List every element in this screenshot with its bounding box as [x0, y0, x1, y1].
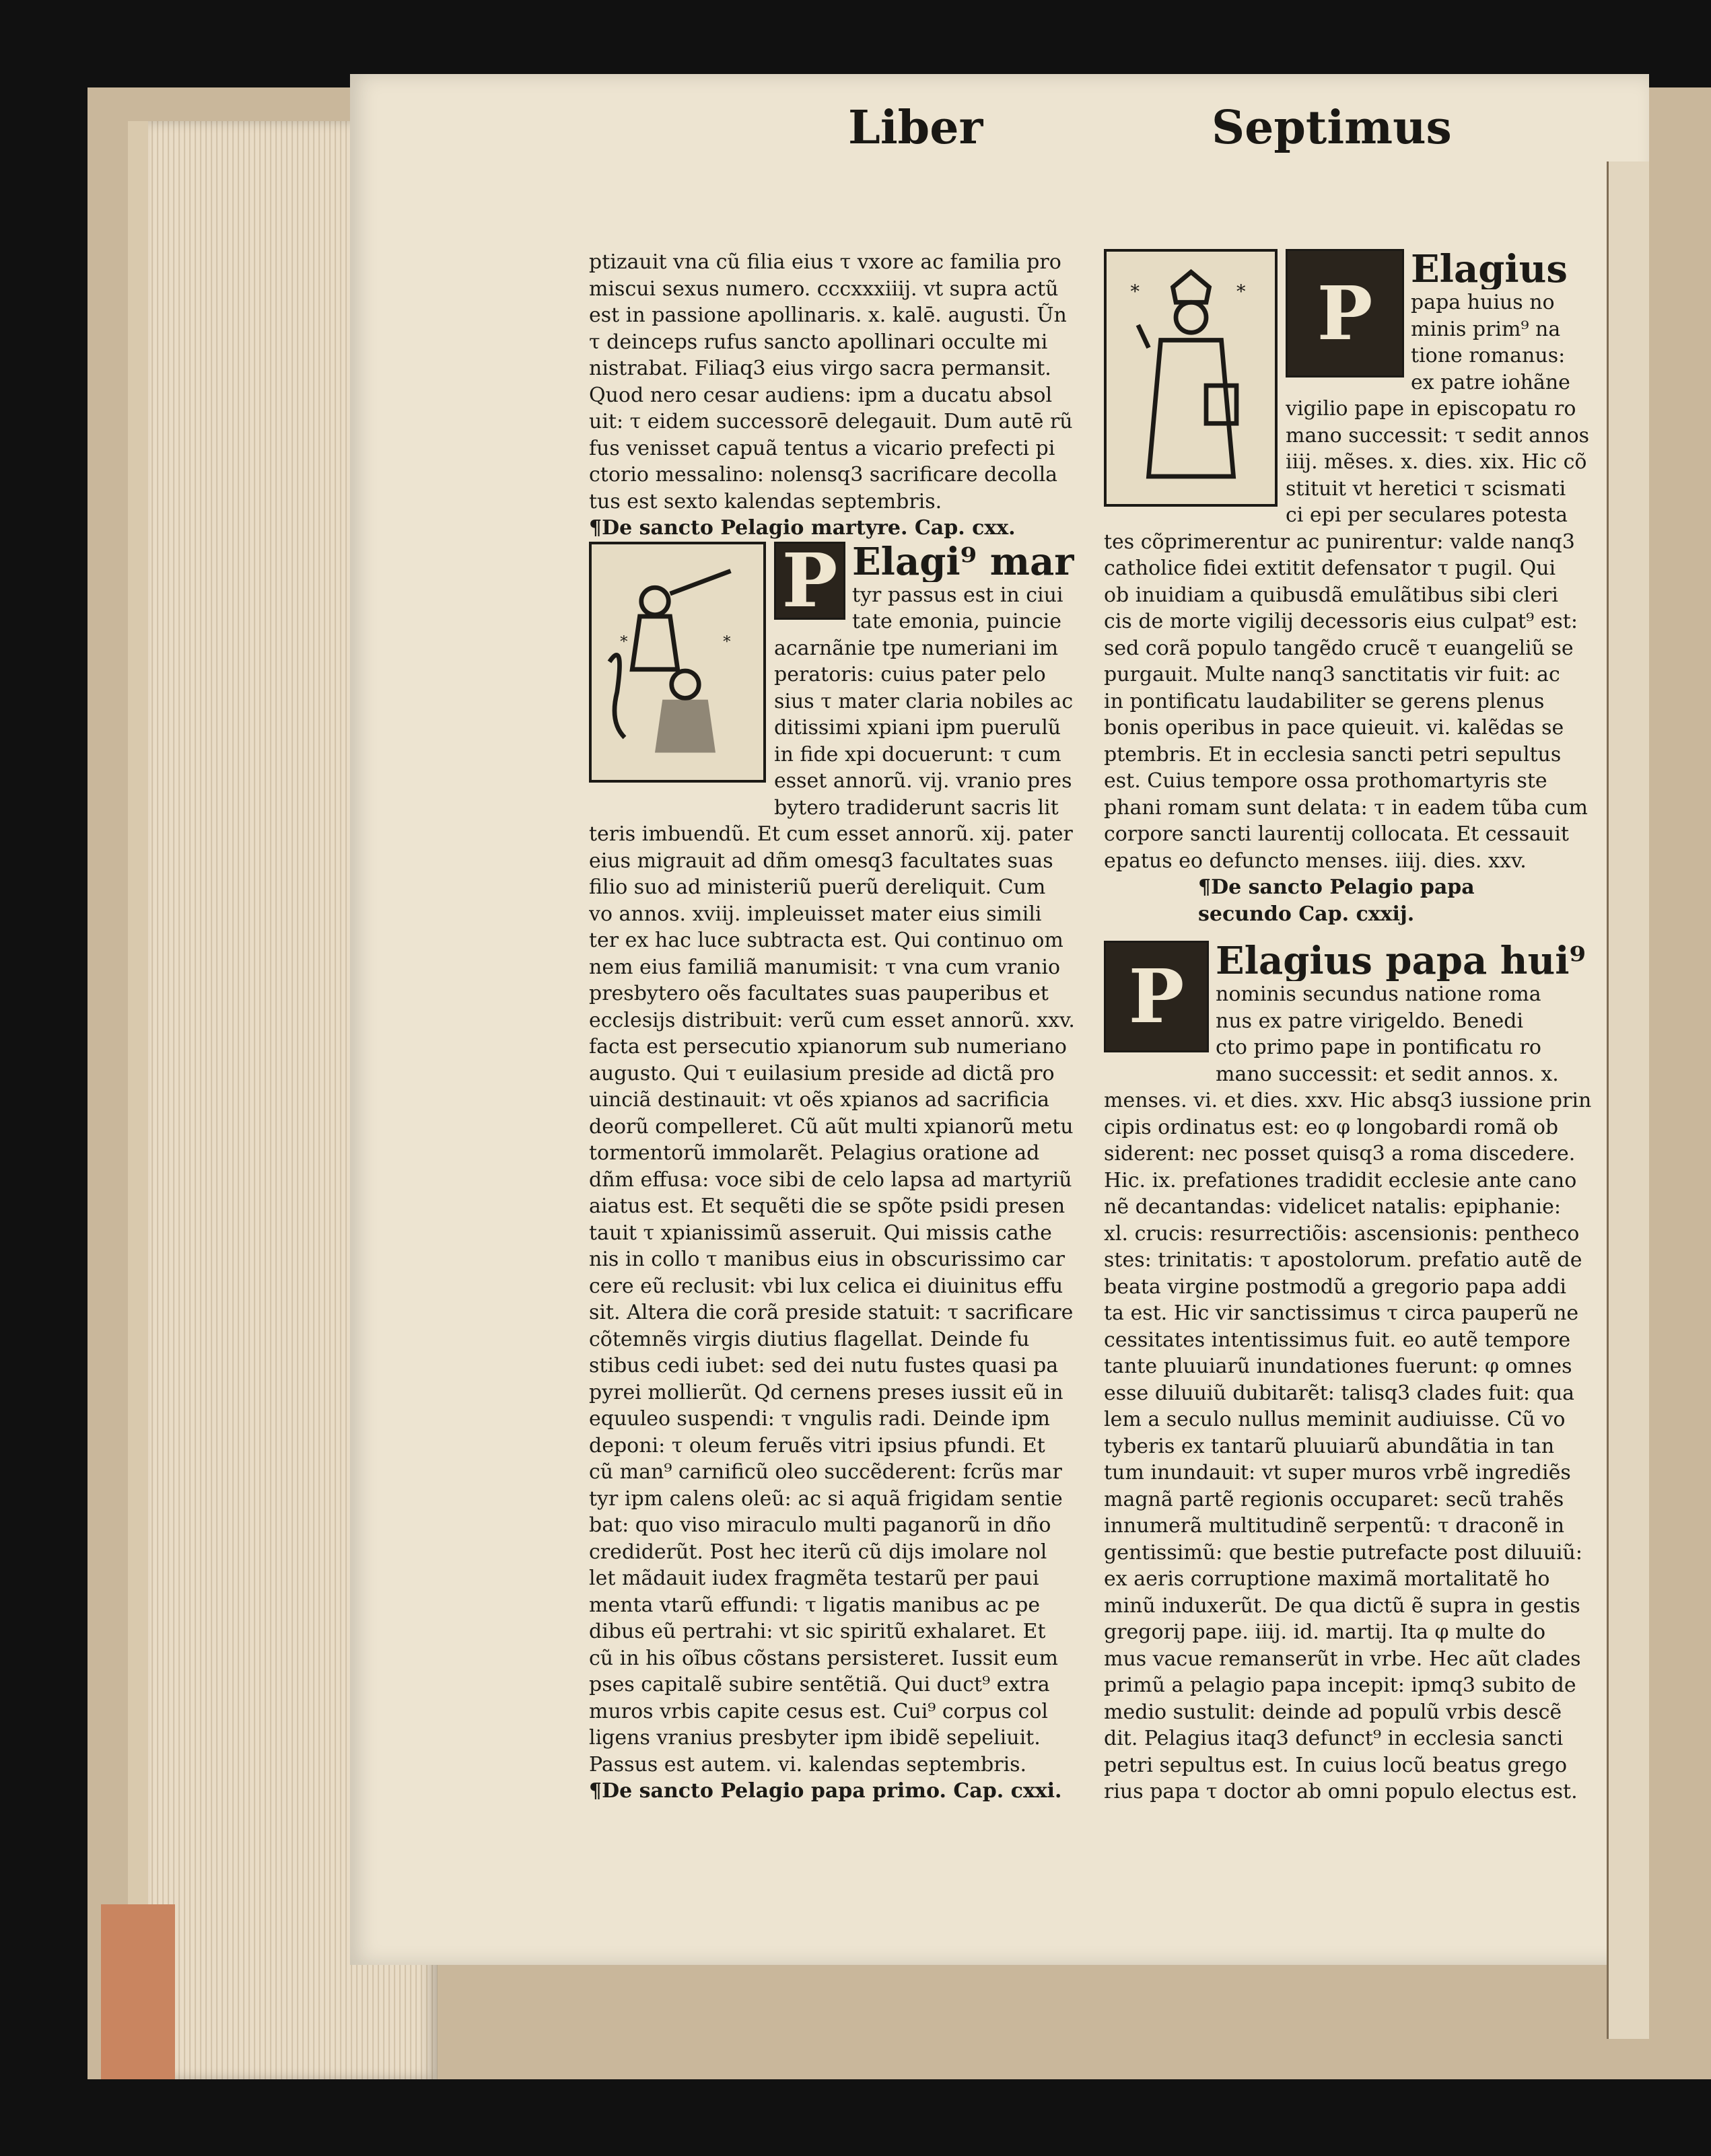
text-line: tyberis ex tantarũ pluuiarũ abundãtia in tan [1104, 1434, 1555, 1458]
lead-text [1216, 941, 1586, 1087]
text-line: nẽ decantandas: videlicet natalis: epiphanie: [1104, 1195, 1561, 1219]
text-line: gentissimũ: que bestie putrefacte post diluuiũ: [1104, 1540, 1582, 1565]
text-line: gregorij pape. iiij. id. martij. Ita φ multe do [1104, 1620, 1546, 1644]
text-line: ter ex hac luce subtracta est. Qui continuo om [589, 929, 1063, 952]
text-line: innumerã multitudinẽ serpentũ: τ draconẽ in [1104, 1514, 1565, 1538]
text-line: τ deinceps rufus sancto apollinari occulte mi [589, 330, 1048, 354]
text-line: nem eius familiã manumisit: τ vna cum vranio [589, 955, 1061, 979]
text-line: minũ induxerũt. De qua dictũ ẽ supra in gestis [1104, 1593, 1580, 1618]
pope-woodcut-image [1104, 249, 1278, 507]
text-line: filio suo ad ministeriũ puerũ dereliquit. Cum [589, 875, 1046, 899]
text-line: presbytero oẽs facultates suas pauperibus et [589, 982, 1049, 1005]
text-line: esset annorũ. vij. vranio pres [774, 769, 1072, 793]
text-line: papa huius no [1411, 291, 1555, 314]
running-head-left: Liber [848, 101, 983, 155]
text-line: minis prim⁹ na [1411, 317, 1561, 341]
text-line: tante pluuiarũ inundationes fuerunt: φ omnes [1104, 1355, 1572, 1378]
chapter-opening [1104, 941, 1636, 1087]
decorated-initial: P [1286, 249, 1404, 378]
text-line: fus venisset capuã tentus a vicario prefecti pi [589, 436, 1055, 460]
chapter-opening-text [774, 536, 1074, 822]
svg-text:*: * [1236, 281, 1245, 303]
text-line: lem a seculo nullus meminit audiuisse. Cũ vo [1104, 1408, 1566, 1431]
text-line: facta est persecutio xpianorum sub numeriano [589, 1035, 1067, 1058]
text-line: vigilio pape in episcopatu ro [1286, 397, 1576, 421]
text-line: menses. vi. et dies. xxv. Hic absq3 iussione prin [1104, 1089, 1592, 1112]
chapter-heading: secundo Cap. cxxij. [1198, 902, 1415, 926]
text-line: bonis operibus in pace quieuit. vi. kalẽdas se [1104, 716, 1564, 740]
text-line: uinciã destinauit: vt oẽs xpianos ad sacrificia [589, 1088, 1050, 1112]
lead-word: Elagi⁹ mar [852, 541, 1074, 582]
text-line: primũ a pelagio papa incepit: ipmq3 subito de [1104, 1674, 1576, 1697]
text-line: tum inundauit: vt super muros vrbẽ ingrediẽs [1104, 1461, 1571, 1484]
text-line: cis de morte vigilij decessoris eius culpat⁹ est: [1104, 610, 1578, 633]
text-line: tormentorũ immolarẽt. Pelagius oratione ad [589, 1141, 1040, 1165]
text-line: magnã partẽ regionis occuparet: secũ trahẽs [1104, 1487, 1564, 1511]
text-line: ptembris. Et in ecclesia sancti petri sepultus [1104, 742, 1562, 766]
text-line: nus ex patre virigeldo. Benedi [1216, 1009, 1524, 1033]
text-line: deorũ compelleret. Cũ aũt multi xpianorũ metu [589, 1114, 1074, 1139]
text-line: deponi: τ oleum feruẽs vitri ipsius pfundi. Et [589, 1433, 1045, 1458]
text-line: petri sepultus est. In cuius locũ beatus grego [1104, 1753, 1568, 1777]
text-line: pyrei mollierũt. Qd cernens preses iussit eũ in [589, 1380, 1063, 1404]
cover-edge [101, 1904, 175, 2079]
svg-text:*: * [620, 633, 628, 651]
text-line: ex aeris corruptione maximã mortalitatẽ ho [1104, 1567, 1550, 1591]
text-line: dit. Pelagius itaq3 defunct⁹ in ecclesia sancti [1104, 1727, 1564, 1750]
text-line: ci epi per seculares potesta [1286, 503, 1568, 527]
text-line: bytero tradiderunt sacris lit [774, 795, 1059, 820]
lead-text [1411, 249, 1570, 396]
text-line: tione romanus: [1411, 344, 1566, 367]
text-line: acarnãnie tpe numeriani im [774, 636, 1059, 660]
text-line: stibus cedi iubet: sed dei nutu fustes quasi pa [589, 1354, 1059, 1377]
text-line: ecclesijs distribuit: verũ cum esset annorũ. xxv. [589, 1008, 1075, 1032]
text-line: aiatus est. Et sequẽti die se spõte psidi presen [589, 1194, 1066, 1218]
text-line: iiij. mẽses. x. dies. xix. Hic cõ [1286, 450, 1587, 474]
text-line: tyr passus est in ciui [852, 583, 1063, 607]
chapter-body [589, 821, 1101, 1778]
text-line: ob inuidiam a quibusdã emulãtibus sibi cleri [1104, 583, 1558, 607]
text-line: equuleo suspendi: τ vngulis radi. Deinde ipm [589, 1407, 1050, 1431]
text-line: purgauit. Multe nanq3 sanctitatis vir fuit: ac [1104, 663, 1560, 686]
text-line: mano successit: τ sedit annos [1286, 423, 1590, 447]
text-line: uit: τ eidem successorē delegauit. Dum autē rũ [589, 410, 1073, 433]
svg-text:*: * [1130, 281, 1140, 303]
text-line: vo annos. xviij. impleuisset mater eius simili [589, 902, 1042, 926]
text-line: xl. crucis: resurrectiõis: ascensionis: pentheco [1104, 1221, 1580, 1246]
left-column [589, 249, 1101, 1805]
text-line: catholice fidei extitit defensator τ pugil. Qui [1104, 556, 1556, 580]
text-line: medio sustulit: deinde ad populũ vrbis descẽ [1104, 1700, 1562, 1724]
text-line: beata virgine postmodũ a gregorio papa addi [1104, 1274, 1567, 1299]
woodcut-illustration [600, 556, 755, 768]
chapter-body [1104, 529, 1636, 875]
chapter-body [1104, 1087, 1636, 1805]
text-line: cõtemnẽs virgis diutius flagellat. Deinde fu [589, 1327, 1030, 1351]
text-line: crediderũt. Post hec iterũ cũ dijs imolare nol [589, 1540, 1047, 1564]
left-top-text [589, 249, 1101, 515]
text-line: muros vrbis capite cesus est. Cui⁹ corpus col [589, 1699, 1048, 1723]
chapter-opening [1104, 249, 1636, 529]
text-line: cessitates intentissimus fuit. eo autẽ tempore [1104, 1328, 1571, 1352]
chapter-heading: ¶De sancto Pelagio martyre. Cap. cxx. [589, 516, 1016, 540]
text-line: menta vtarũ effundi: τ ligatis manibus ac pe [589, 1593, 1041, 1617]
text-line: stes: trinitatis: τ apostolorum. prefatio autẽ de [1104, 1248, 1582, 1272]
text-line: est. Cuius tempore ossa prothomartyris ste [1104, 769, 1547, 793]
lead-row [774, 536, 1074, 635]
text-line: nistrabat. Filiaq3 eius virgo sacra permansit. [589, 357, 1051, 380]
text-line: Quod nero cesar audiens: ipm a ducatu absol [589, 383, 1053, 407]
text-line: teris imbuendũ. Et cum esset annorũ. xij. pater [589, 822, 1073, 846]
text-line: cũ man⁹ carnificũ oleo succẽderent: fcrũs mar [589, 1460, 1062, 1484]
svg-text:*: * [723, 633, 731, 651]
chapter-opening-text [1286, 249, 1589, 529]
right-column [1104, 249, 1636, 1805]
text-line: nis in collo τ manibus eius in obscurissimo car [589, 1248, 1066, 1271]
chapter-opening [589, 536, 1101, 822]
text-line: cipis ordinatus est: eo φ longobardi romã ob [1104, 1115, 1559, 1139]
text-line: Passus est autem. vi. kalendas septembris. [589, 1752, 1027, 1776]
text-line: est in passione apollinaris. x. kalē. augusti. Ũn [589, 303, 1067, 327]
text-line: cere eũ reclusit: vbi lux celica ei diuinitus effu [589, 1274, 1063, 1298]
running-head-right: Septimus [1212, 101, 1452, 155]
text-line: esse diluuiũ dubitarẽt: talisq3 clades fuit: qua [1104, 1381, 1575, 1405]
lead-row [1286, 249, 1589, 396]
text-line: dñm effusa: voce sibi de celo lapsa ad martyriũ [589, 1167, 1072, 1192]
text-line: ptizauit vna cũ filia eius τ vxore ac familia pro [589, 250, 1061, 274]
text-line: in pontificatu laudabiliter se gerens plenus [1104, 689, 1545, 713]
text-line: ex patre iohãne [1411, 370, 1570, 394]
text-line: in fide xpi docuerunt: τ cum [774, 742, 1061, 766]
text-line: sit. Altera die corã preside statuit: τ sacrificare [589, 1301, 1074, 1324]
text-line: stituit vt heretici τ scismati [1286, 476, 1566, 501]
text-line: augusto. Qui τ euilasium preside ad dictã pro [589, 1061, 1055, 1085]
text-line: let mãdauit iudex fragmẽta testarũ per paui [589, 1567, 1039, 1590]
text-line: cũ in his oĩbus cõstans persisteret. Iussit eum [589, 1646, 1058, 1670]
text-line: pses capitalẽ subire sentẽtiã. Qui duct⁹ extra [589, 1673, 1050, 1696]
chapter-heading: ¶De sancto Pelagio papa [1198, 875, 1475, 899]
text-line: ditissimi xpiani ipm puerulũ [774, 716, 1061, 740]
text-line: tauit τ xpianissimũ asseruit. Qui missis cathe [589, 1221, 1052, 1245]
text-line: tyr ipm calens oleũ: ac si aquã frigidam sentie [589, 1486, 1063, 1511]
martyr-woodcut-image [589, 542, 766, 783]
text-line: corpore sancti laurentij collocata. Et cessauit [1104, 822, 1569, 846]
text-line: tate emonia, puincie [852, 610, 1062, 633]
text-line: rius papa τ doctor ab omni populo electus est. [1104, 1780, 1578, 1803]
text-line: peratoris: cuius pater pelo [774, 663, 1046, 686]
decorated-initial: P [774, 542, 845, 620]
text-line: sius τ mater claria nobiles ac [774, 689, 1074, 713]
decorated-initial: P [1104, 941, 1209, 1052]
text-line: epatus eo defuncto menses. iiij. dies. xxv. [1104, 849, 1527, 873]
text-line: ligens vranius presbyter ipm ibidẽ sepeliuit. [589, 1726, 1041, 1750]
text-line: siderent: nec posset quisq3 a roma discedere. [1104, 1142, 1576, 1165]
text-line: ta est. Hic vir sanctissimus τ circa pauperũ ne [1104, 1301, 1579, 1325]
text-line: tus est sexto kalendas septembris. [589, 489, 942, 513]
text-line: eius migrauit ad dñm omesq3 facultates suas [589, 849, 1053, 873]
lead-text [852, 542, 1074, 635]
text-line: Hic. ix. prefationes tradidit ecclesie ante cano [1104, 1168, 1577, 1192]
text-line: miscui sexus numero. cccxxxiiij. vt supra actũ [589, 277, 1059, 301]
text-line: tes cõprimerentur ac punirentur: valde nanq3 [1104, 530, 1575, 554]
text-line: dibus eũ pertrahi: vt sic spiritũ exhalaret. Et [589, 1620, 1046, 1643]
text-line: cto primo pape in pontificatu ro [1216, 1036, 1541, 1059]
text-line: sed corã populo tangẽdo crucẽ τ euangeliũ se [1104, 636, 1574, 660]
text-line: ctorio messalino: nolensq3 sacrificare decolla [589, 463, 1058, 487]
text-line: mano successit: et sedit annos. x. [1216, 1062, 1559, 1086]
text-line: bat: quo viso miraculo multi paganorũ in dño [589, 1513, 1051, 1537]
text-line: mus vacue remanserũt in vrbe. Hec aũt clades [1104, 1647, 1581, 1671]
text-line: phani romam sunt delata: τ in eadem tũba cum [1104, 795, 1588, 820]
lead-word: Elagius papa hui⁹ [1216, 941, 1586, 981]
lead-word: Elagius [1411, 249, 1568, 289]
woodcut-illustration [1115, 264, 1267, 492]
text-line: nominis secundus natione roma [1216, 982, 1541, 1006]
chapter-heading: ¶De sancto Pelagio papa primo. Cap. cxxi. [589, 1779, 1062, 1803]
